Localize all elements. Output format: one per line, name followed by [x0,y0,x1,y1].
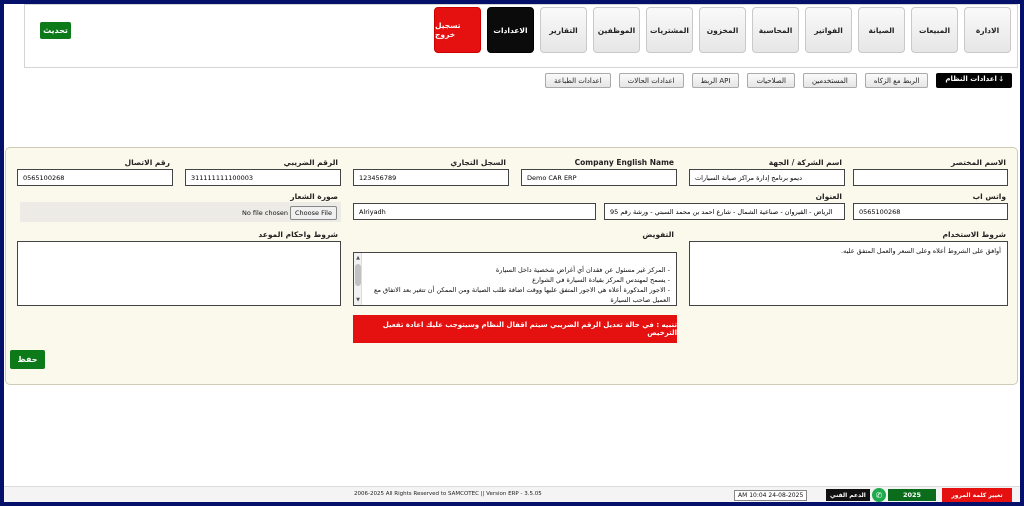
nav-tab-admin[interactable]: الادارة [964,7,1011,53]
subtab-print-settings[interactable]: اعدادات الطباعة [545,73,611,88]
short-name-label: الاسم المختصر [951,158,1006,167]
nav-tab-sales[interactable]: المبيعات [911,7,958,53]
scroll-down-icon[interactable]: ▼ [356,297,360,303]
nav-tab-accounting[interactable]: المحاسبة [752,7,799,53]
logo-label: صورة الشعار [290,192,338,201]
authorization-line: - الاجور المذكورة أعلاه هي الاجور المتفق عليها ووقت اضافة طلب الصيانة ومن الممكن أن تتغير بعد الاتفاق مع العميل صاحب السيارة [374,286,670,304]
authorization-line: - المركز غير مسئول عن فقدان أي أغراض شخصية داخل السيارة [495,266,670,274]
company-name-input[interactable]: ديمو برنامج إدارة مراكز صيانة السيارات [689,169,845,186]
nav-tab-maintenance[interactable]: الصيانة [858,7,905,53]
nav-tab-inventory[interactable]: المخزون [699,7,746,53]
terms-label: شروط الاستخدام [942,230,1006,239]
city-input[interactable]: Alriyadh [353,203,596,220]
appointment-terms-label: شروط واحكام الموعد [258,230,338,239]
subtab-permissions[interactable]: الصلاحيات [747,73,795,88]
datetime-display: AM 10:04 24-08-2025 [734,490,807,501]
settings-subnav [545,73,1012,88]
authorization-textarea[interactable] [353,252,677,306]
authorization-label: التفويض [642,230,674,239]
top-navigation-bar [24,4,1018,68]
file-status-text: No file chosen [242,209,289,217]
year-badge: 2025 [888,489,936,501]
company-english-input[interactable]: Demo CAR ERP [521,169,677,186]
nav-tab-settings[interactable]: الاعدادات [487,7,534,53]
refresh-button[interactable]: تحديث [40,22,71,39]
subtab-system-settings[interactable]: اعدادات النظام 🡓 [936,73,1012,88]
commercial-register-input[interactable]: 123456789 [353,169,509,186]
phone-input[interactable]: 0565100268 [17,169,173,186]
short-name-input[interactable] [853,169,1008,186]
nav-tab-invoices[interactable]: الفواتير [805,7,852,53]
save-button[interactable]: حفظ [10,350,45,369]
appointment-terms-textarea[interactable] [17,241,341,306]
whatsapp-input[interactable]: 0565100268 [853,203,1008,220]
tax-number-input[interactable]: 311111111100003 [185,169,341,186]
whatsapp-label: واتس اب [972,192,1006,201]
address-label: العنوان [815,192,842,201]
commercial-register-label: السجل التجاري [450,158,506,167]
scroll-thumb[interactable] [355,264,361,286]
support-button[interactable]: الدعم الفني [826,489,870,501]
choose-file-button[interactable]: Choose File [290,206,337,220]
subtab-users[interactable]: المستخدمين [803,73,857,88]
tax-number-label: الرقم الضريبي [283,158,338,167]
subtab-api-link[interactable]: الربط API [692,73,740,88]
company-name-label: اسم الشركة / الجهة [768,158,842,167]
logout-button[interactable]: تسجيل خروج [434,7,481,53]
main-nav [434,7,1011,53]
nav-tab-employees[interactable]: الموظفين [593,7,640,53]
page [4,4,1020,502]
authorization-scrollbar[interactable] [354,253,362,305]
company-english-label: Company English Name [574,158,674,167]
change-password-button[interactable]: تغيير كلمة المرور [942,488,1012,502]
copyright-text: 2006-2025 All Rights Reserved to SAMCOTEC || Version ERP - 3.5.05 [354,491,542,497]
phone-label: رقم الاتصال [124,158,170,167]
scroll-up-icon[interactable]: ▲ [356,255,360,261]
tax-warning-banner: تنبيه : في حالة تعديل الرقم الضريبي سيتم اقفال النظام وسيتوجب عليك اعادة تفعيل الترخيص [353,315,677,343]
whatsapp-icon[interactable]: ✆ [872,488,886,502]
authorization-line: - يسمح لمهندس المركز بقيادة السيارة في الشوارع [532,276,670,284]
subtab-zakat-link[interactable]: الربط مع الزكاه [865,73,929,88]
nav-tab-reports[interactable]: التقارير [540,7,587,53]
nav-tab-purchases[interactable]: المشتريات [646,7,693,53]
footer [4,486,1020,502]
system-settings-form [5,147,1018,385]
subtab-status-settings[interactable]: اعدادات الحالات [619,73,684,88]
address-input[interactable]: الرياض - القيروان - صناعية الشمال - شارع احمد بن محمد السبتي - ورشة رقم 95 [604,203,845,220]
terms-textarea[interactable]: أوافق على الشروط أعلاه وعلى السعر والعمل المتفق عليه. [689,241,1008,306]
